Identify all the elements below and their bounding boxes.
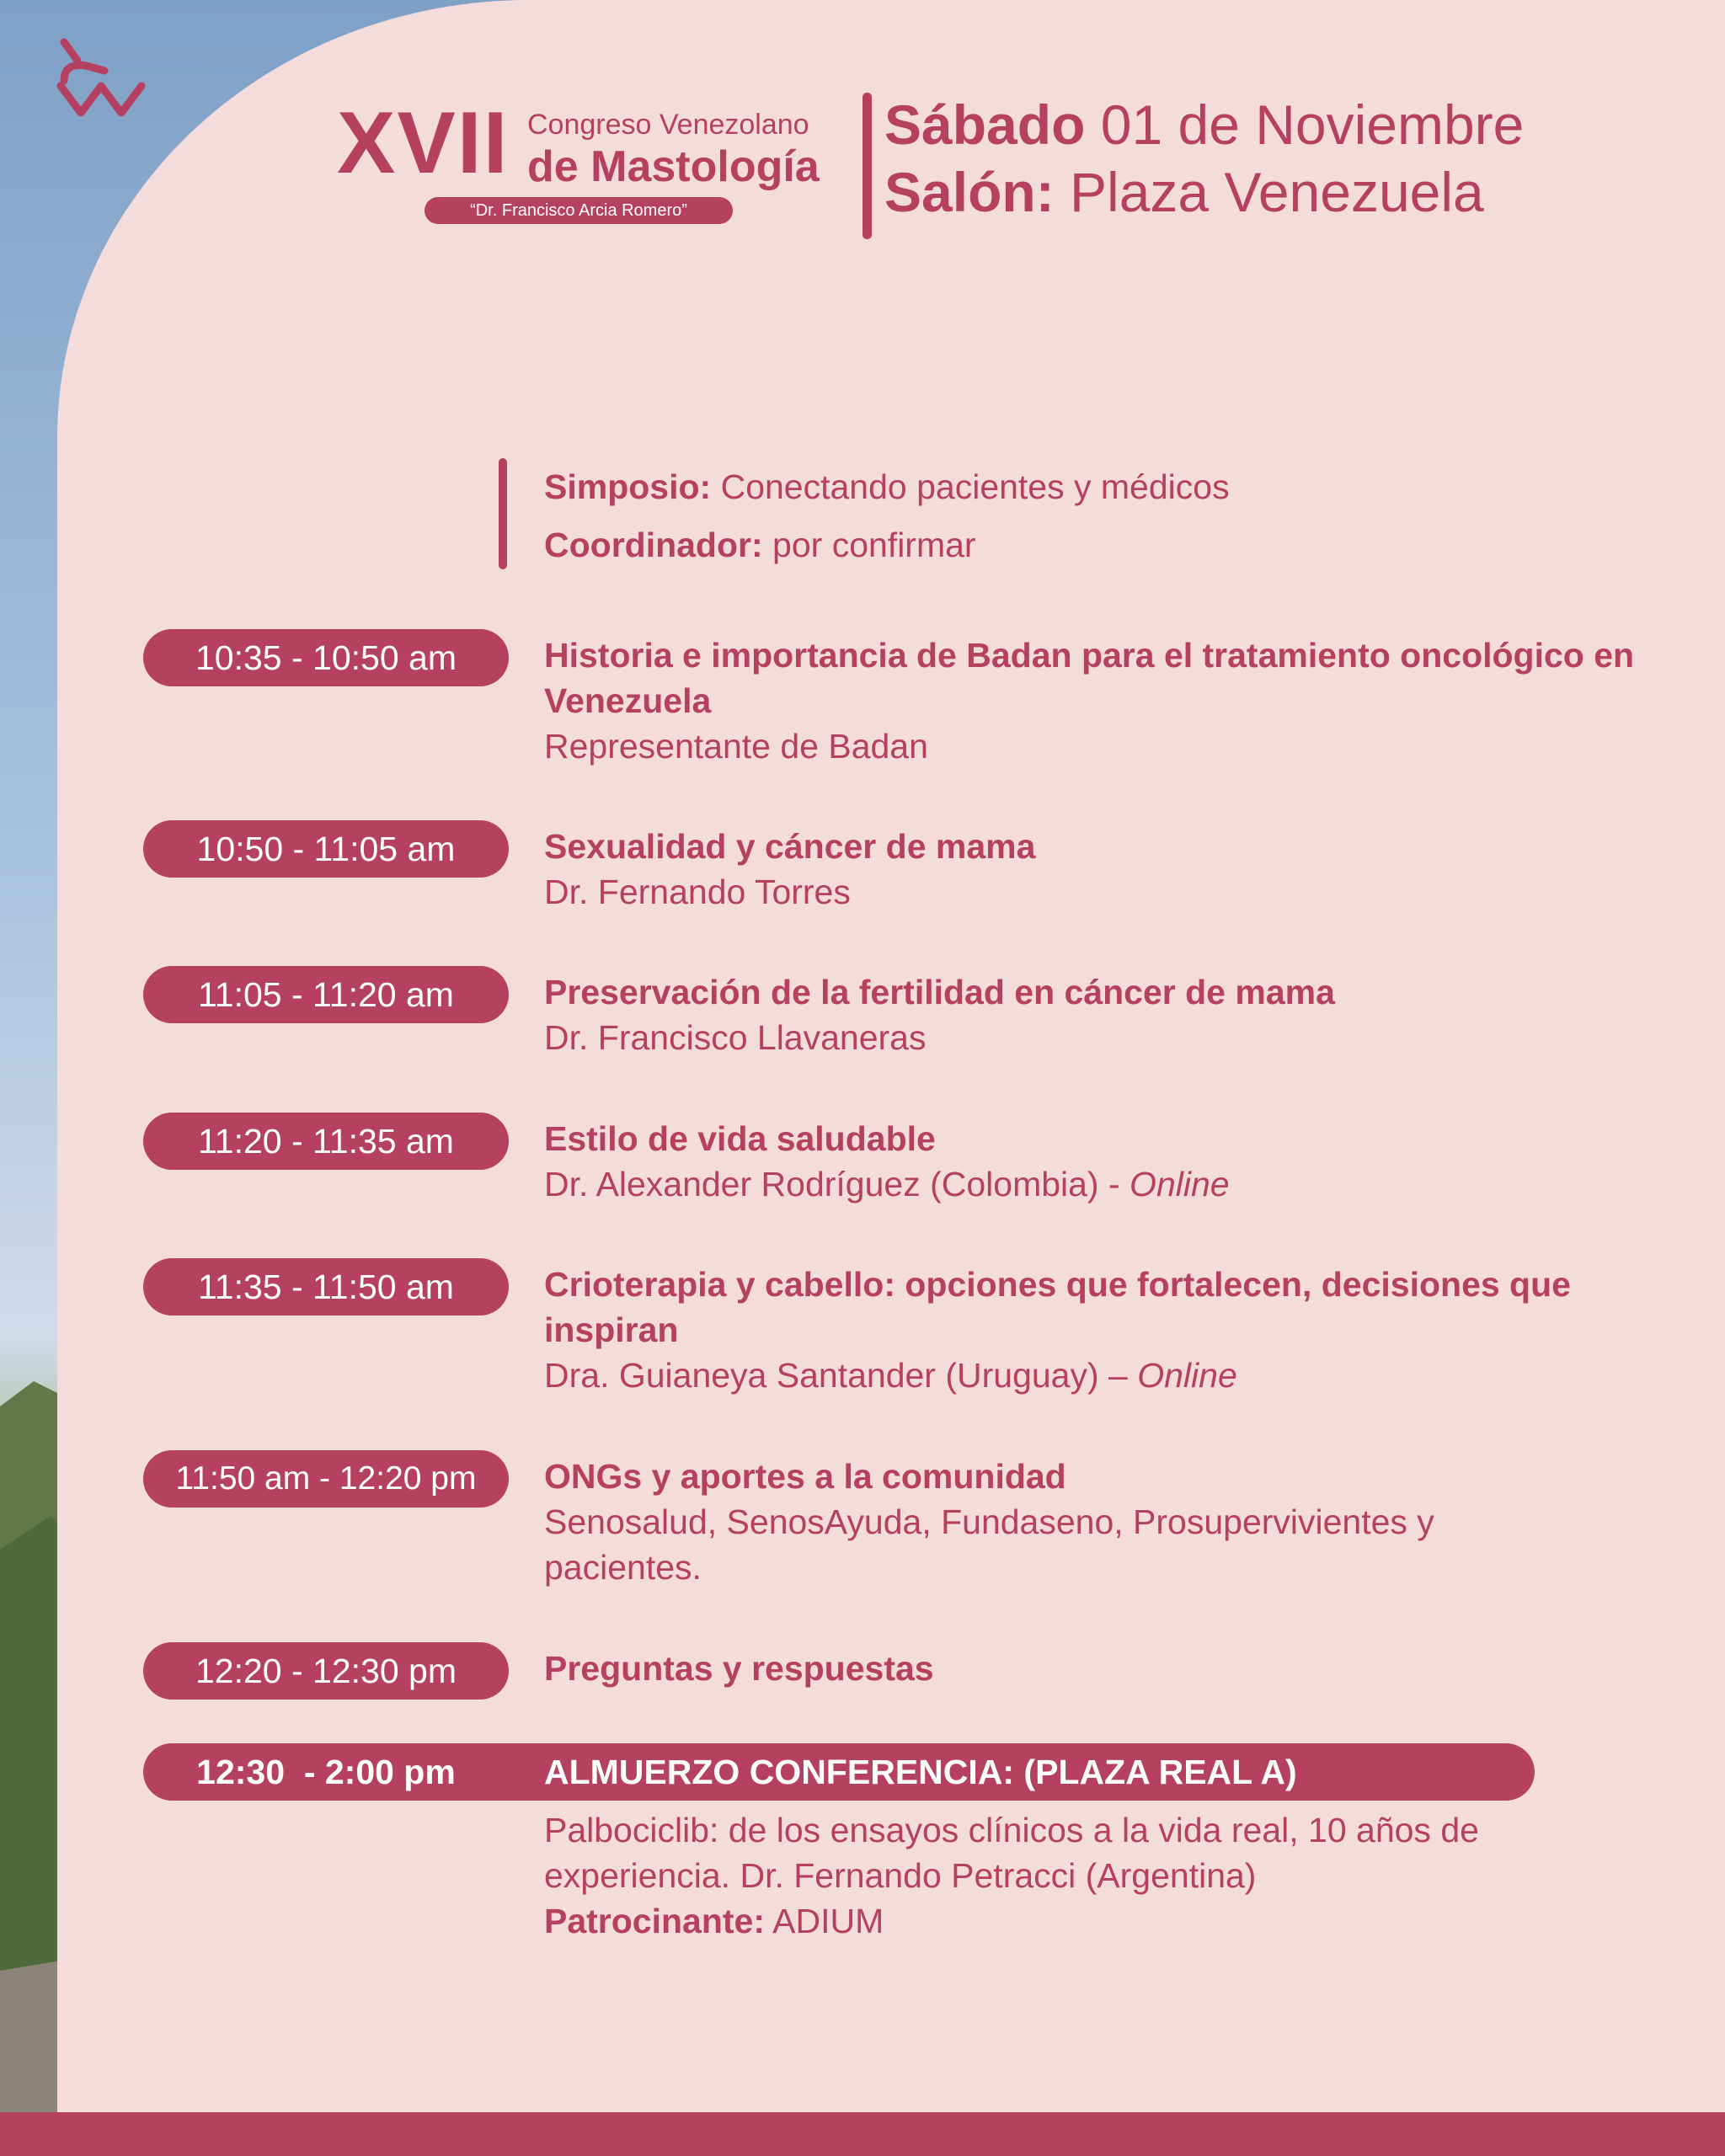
sponsor-line xyxy=(544,1898,1639,1944)
lunch-time: 12:30 - 2:00 pm xyxy=(196,1753,456,1791)
speaker-line xyxy=(544,1161,1639,1207)
talk-title: Preguntas y respuestas xyxy=(544,1649,934,1688)
lunch-banner xyxy=(143,1743,1535,1801)
brand-number: XVII xyxy=(337,94,510,192)
time-badge: 10:50 - 11:05 am xyxy=(143,820,509,878)
coordinator-value: por confirmar xyxy=(772,526,976,564)
agenda-item xyxy=(544,969,1639,1060)
agenda-item xyxy=(544,1454,1513,1590)
lunch-details xyxy=(544,1807,1639,1944)
talk-title: Preservación de la fertilidad en cáncer de mama xyxy=(544,973,1335,1011)
lunch-title: ALMUERZO CONFERENCIA: (PLAZA REAL A) xyxy=(544,1753,1297,1791)
talk-title: Sexualidad y cáncer de mama xyxy=(544,827,1036,866)
agenda-item xyxy=(544,1262,1639,1398)
agenda-item xyxy=(544,1646,1639,1691)
lunch-description: Palbociclib: de los ensayos clínicos a la vida real, 10 años de experiencia. Dr. Fernando Petracci (Argentina) xyxy=(544,1811,1479,1895)
room-label: Salón: xyxy=(884,161,1055,223)
speaker: Dr. Alexander Rodríguez (Colombia) - xyxy=(544,1165,1120,1203)
brand-line2: de Mastología xyxy=(527,142,820,191)
brand-line1: Congreso Venezolano xyxy=(527,109,809,141)
speaker: Dra. Guianeya Santander (Uruguay) – xyxy=(544,1356,1128,1395)
symposium-value: Conectando pacientes y médicos xyxy=(720,467,1230,506)
event-info xyxy=(884,91,1524,226)
speaker: Dr. Fernando Torres xyxy=(544,873,851,911)
event-room xyxy=(884,158,1524,226)
talk-title: Estilo de vida saludable xyxy=(544,1119,936,1158)
agenda-item xyxy=(544,824,1639,915)
sponsor-value: ADIUM xyxy=(772,1902,884,1940)
symposium-bar xyxy=(499,458,507,569)
talk-title: Crioterapia y cabello: opciones que fortalecen, decisiones que inspiran xyxy=(544,1265,1571,1349)
session-mode: Online xyxy=(1130,1165,1230,1203)
room-name: Plaza Venezuela xyxy=(1070,161,1484,223)
event-date xyxy=(884,91,1524,158)
agenda-item xyxy=(544,632,1639,769)
agenda-item xyxy=(544,1116,1639,1207)
speaker: Senosalud, SenosAyuda, Fundaseno, Prosupervivientes y pacientes. xyxy=(544,1502,1434,1587)
time-badge: 11:35 - 11:50 am xyxy=(143,1258,509,1315)
coordinator-line xyxy=(544,524,976,566)
session-mode: Online xyxy=(1137,1356,1237,1395)
svm-logo-icon xyxy=(52,37,153,121)
header-divider xyxy=(862,93,872,239)
talk-title: Historia e importancia de Badan para el tratamiento oncológico en Venezuela xyxy=(544,636,1635,720)
coordinator-label: Coordinador: xyxy=(544,526,763,564)
symposium-line xyxy=(544,466,1230,508)
congress-brand xyxy=(337,94,825,226)
brand-honoree: “Dr. Francisco Arcia Romero” xyxy=(425,197,733,224)
day-label: Sábado xyxy=(884,93,1086,156)
time-badge: 11:05 - 11:20 am xyxy=(143,966,509,1023)
speaker-line xyxy=(544,1353,1639,1398)
time-badge: 10:35 - 10:50 am xyxy=(143,629,509,686)
speaker: Representante de Badan xyxy=(544,727,928,766)
time-badge: 11:20 - 11:35 am xyxy=(143,1113,509,1170)
time-badge: 12:20 - 12:30 pm xyxy=(143,1642,509,1700)
speaker: Dr. Francisco Llavaneras xyxy=(544,1018,927,1057)
time-badge: 11:50 am - 12:20 pm xyxy=(143,1450,509,1508)
bottom-bar xyxy=(0,2112,1725,2156)
symposium-label: Simposio: xyxy=(544,467,712,506)
date-text: 01 de Noviembre xyxy=(1100,93,1525,156)
sponsor-label: Patrocinante: xyxy=(544,1902,765,1940)
talk-title: ONGs y aportes a la comunidad xyxy=(544,1457,1066,1496)
